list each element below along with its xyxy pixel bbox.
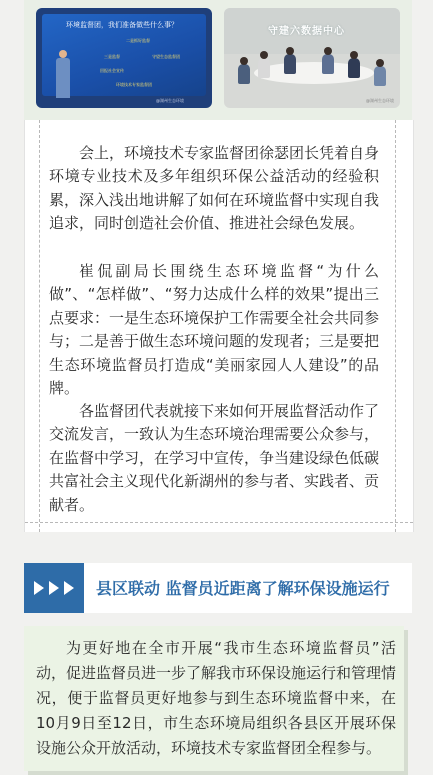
- attendee-figure: [374, 66, 386, 86]
- speaker-figure: [56, 50, 70, 100]
- frame-line: [25, 522, 413, 523]
- section-header: [24, 563, 412, 613]
- frame-line: [395, 120, 396, 532]
- triple-arrow-icon: [24, 563, 84, 613]
- frame-line: [39, 120, 40, 532]
- photo-strip: [24, 0, 412, 120]
- article-paragraph: 崔侃副局长围绕生态环境监督“为什么做”、“怎样做”、“努力达成什么样的效果”提出三点要求：一是生态环境保护工作需要全社会共同参与；二是善于做生态环境问题的发现者；三是要把生态环境监督员打造成“美丽家园人人建设”的品牌。: [49, 262, 380, 398]
- intro-box: [24, 626, 404, 771]
- screen-node: 二是抓好监督: [126, 38, 150, 43]
- article-paragraph: 各监督团代表就接下来如何开展监督活动作了交流发言，一致认为生态环境治理需要公众参与，在监督中学习，在学习中宣传，争当建设绿色低碳共富社会主义现代化新湖州的参与者、实践者、贡献者。: [49, 402, 380, 514]
- article-card: [24, 120, 414, 532]
- attendee-figure: [258, 58, 270, 78]
- screen-node: 三是监督: [104, 54, 120, 59]
- attendee-figure: [322, 54, 334, 74]
- meeting-room-photo[interactable]: [224, 8, 400, 108]
- section-title: 县区联动 监督员近距离了解环保设施运行: [96, 579, 390, 598]
- attendee-figure: [284, 54, 296, 74]
- screen-node: 回报社会宣传: [100, 68, 124, 73]
- attendee-figure: [238, 64, 250, 84]
- screen-title: 环境监督团，我们准备做些什么事？: [66, 21, 178, 29]
- article-paragraph: 会上，环境技术专家监督团徐瑟团长凭着自身环境专业技术及多年组织环保公益活动的经验积累，深入浅出地讲解了如何在环境监督中实现自我追求，同时创造社会价值、推进社会绿色发展。: [49, 144, 380, 233]
- photo-caption: @湖州生态环境: [156, 98, 184, 103]
- intro-paragraph: 为更好地在全市开展“我市生态环境监督员”活动，促进监督员进一步了解我市环保设施运行和管理情况，便于监督员更好地参与到生态环境监督中来，在10月9日至12日，市生态环境局组织各县区开展环保设施公众开放活动，环境技术专家监督团全程参与。: [36, 639, 397, 757]
- screen-node: 环境技术专家监督团: [116, 82, 152, 87]
- attendee-figure: [348, 58, 360, 78]
- wall-sign-text: 守建六数据中心: [268, 26, 345, 37]
- screen-node: 守望生态监督团: [152, 54, 180, 59]
- meeting-presentation-photo[interactable]: [36, 8, 212, 108]
- photo-caption: @湖州生态环境: [366, 98, 394, 103]
